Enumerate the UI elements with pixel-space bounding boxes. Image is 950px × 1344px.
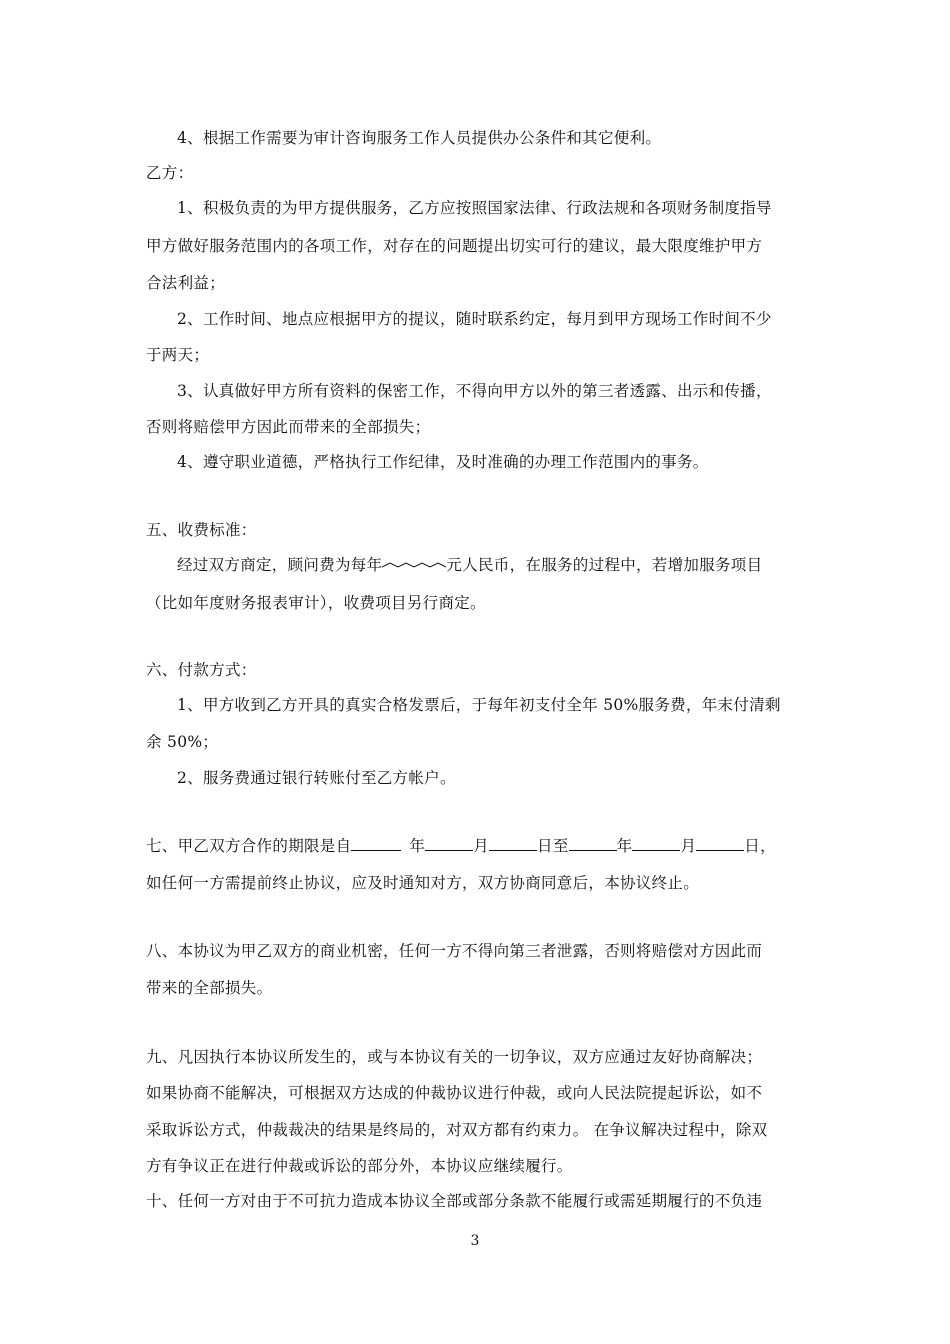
year-label: 年 [409,837,426,855]
paragraph-line: 于两天； [146,346,210,364]
paragraph-line: 甲方做好服务范围内的各项工作，对存在的问题提出切实可行的建议，最大限度维护甲方 [146,237,763,255]
year-label: 年 [616,837,633,855]
paragraph-line: 1、积极负责的为甲方提供服务，乙方应按照国家法律、行政法规和各项财务制度指导 [177,199,772,217]
end-month-blank [632,836,680,851]
paragraph-line: 十、任何一方对由于不可抗力造成本协议全部或部分条款不能履行或需延期履行的不负违 [146,1192,763,1210]
paragraph-line: 如任何一方需提前终止协议，应及时通知对方，双方协商同意后，本协议终止。 [146,874,700,892]
paragraph-line: 合法利益； [146,274,226,292]
start-month-blank [425,836,473,851]
fee-text-start: 经过双方商定，顾问费为每年 [177,556,383,574]
paragraph-line: 3、认真做好甲方所有资料的保密工作，不得向甲方以外的第三者透露、出示和传播， [177,382,772,400]
paragraph-line: 带来的全部损失。 [146,979,273,997]
paragraph-line: 采取诉讼方式，仲裁裁决的结果是终局的，对双方都有约束力。 在争议解决过程中，除双 [146,1121,768,1139]
section-heading-fee: 五、收费标准： [146,521,257,539]
paragraph-line: 1、甲方收到乙方开具的真实合格发票后，于每年初支付全年 50%服务费，年末付清剩 [177,696,781,714]
paragraph-line: 4、遵守职业道德，严格执行工作纪律，及时准确的办理工作范围内的事务。 [177,453,709,471]
start-day-blank [489,836,537,851]
paragraph-line: 余 50%； [146,733,219,751]
fee-text-end: 元人民币，在服务的过程中，若增加服务项目 [446,556,763,574]
section-heading-payment: 六、付款方式： [146,661,257,679]
fee-amount-blank [382,558,446,570]
paragraph-line: 九、凡因执行本协议所发生的，或与本协议有关的一切争议，双方应通过友好协商解决； [146,1048,763,1066]
paragraph-line: 如果协商不能解决，可根据双方达成的仲裁协议进行仲裁，或向人民法院提起诉讼，如不 [146,1084,763,1102]
day-to-label: 日至 [537,837,569,855]
page-number: 3 [470,1233,480,1249]
paragraph-line: 否则将赔偿甲方因此而带来的全部损失； [146,418,431,436]
section-label-party-b: 乙方： [146,164,194,182]
paragraph-line: 2、工作时间、地点应根据甲方的提议，随时联系约定，每月到甲方现场工作时间不少 [177,310,772,328]
paragraph-line: 方有争议正在进行仲裁或诉讼的部分外，本协议应继续履行。 [146,1157,573,1175]
term-text: 七、甲乙双方合作的期限是自 [146,837,352,855]
paragraph-line: 八、本协议为甲乙双方的商业机密，任何一方不得向第三者泄露，否则将赔偿对方因此而 [146,942,763,960]
day-label: 日， [744,837,776,855]
start-year-blank [351,836,401,851]
paragraph-line [177,555,762,575]
paragraph-line: 2、服务费通过银行转账付至乙方帐户。 [177,769,456,787]
end-day-blank [696,836,744,851]
end-year-blank [569,836,617,851]
term-line [146,836,776,856]
paragraph-line: （比如年度财务报表审计），收费项目另行商定。 [146,594,486,612]
month-label: 月 [473,837,490,855]
paragraph-line: 4、根据工作需要为审计咨询服务工作人员提供办公条件和其它便利。 [177,129,662,147]
month-label: 月 [680,837,697,855]
